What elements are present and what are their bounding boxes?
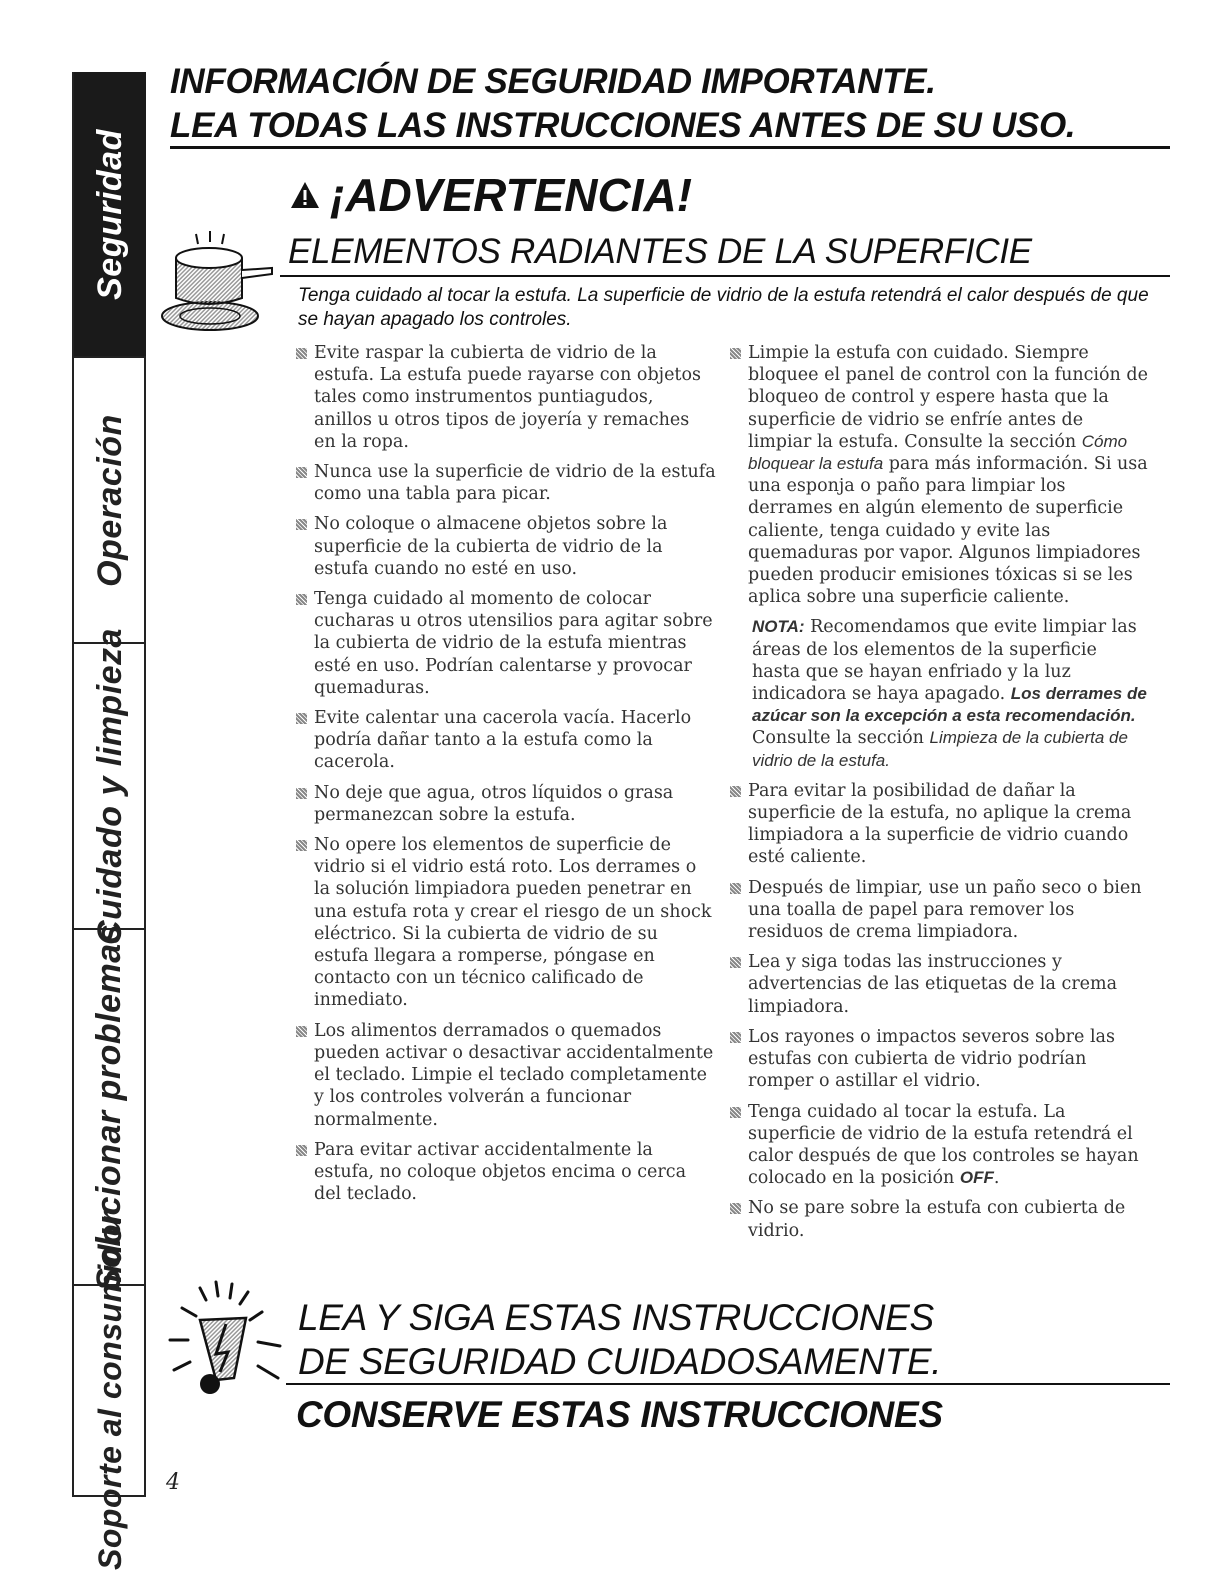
list-item: Lea y siga todas las instrucciones y advertencias de las etiquetas de la crema limpiadora. [730, 951, 1150, 1018]
footer-conserve: CONSERVE ESTAS INSTRUCCIONES [296, 1394, 943, 1435]
tab-label: Cuidado y limpieza [90, 627, 129, 945]
bullet-icon [296, 519, 307, 530]
bullet-icon [296, 1145, 307, 1156]
warning-title: ¡ADVERTENCIA! [330, 169, 693, 221]
left-column [296, 342, 716, 1213]
bullet-icon [296, 840, 307, 851]
bullet-icon [730, 348, 741, 359]
section-title: ELEMENTOS RADIANTES DE LA SUPERFICIE [288, 232, 1032, 271]
section-reference: Limpieza de la cubierta de vidrio de la estufa. [752, 728, 1128, 770]
warning-triangle-icon [290, 180, 320, 210]
bullet-icon [730, 1203, 741, 1214]
sidebar [72, 72, 146, 1570]
tab-label: Seguridad [90, 128, 129, 300]
bullet-icon [730, 1032, 741, 1043]
footer-line-1: LEA Y SIGA ESTAS INSTRUCCIONES [298, 1297, 934, 1338]
list-item: Nunca use la superficie de vidrio de la estufa como una tabla para picar. [296, 461, 716, 505]
header-divider [170, 146, 1170, 149]
tab-soporte-al-consumidor[interactable] [74, 1211, 146, 1570]
list-item: Después de limpiar, use un paño seco o bien una toalla de papel para remover los residuos de crema limpiadora. [730, 877, 1150, 944]
list-item: Para evitar activar accidentalmente la estufa, no coloque objetos encima o cerca del teclado. [296, 1139, 716, 1206]
bullet-icon [730, 786, 741, 797]
section-divider [280, 275, 1170, 277]
list-item: No opere los elementos de superficie de vidrio si el vidrio está roto. Los derrames o la solución limpiadora pueden penetrar en una estufa rota y crear el riesgo de un shock eléctrico. Si la cubierta de vidrio de su estufa llegara a romperse, póngase en contacto con un técnico calificado de inmediato. [296, 834, 716, 1012]
list-item: Evite raspar la cubierta de vidrio de la estufa. La estufa puede rayarse con objetos tales como instrumentos puntiagudos, anillos u otros tipos de joyería y remaches en la ropa. [296, 342, 716, 453]
bullet-icon [296, 713, 307, 724]
list-item: Tenga cuidado al tocar la estufa. La superficie de vidrio de la estufa retendrá el calor después de que los controles se hayan colocado en la posición OFF. [730, 1101, 1150, 1190]
bullet-icon [730, 1107, 741, 1118]
bullet-icon [296, 594, 307, 605]
list-item: Tenga cuidado al momento de colocar cucharas u otros utensilios para agitar sobre la cubierta de vidrio de la estufa mientras esté en uso. Podrían calentarse y provocar quemaduras. [296, 588, 716, 699]
footer-instructions [298, 1296, 941, 1384]
bullet-icon [296, 788, 307, 799]
list-item: Para evitar la posibilidad de dañar la superficie de la estufa, no aplique la crema limpiadora a la superficie de vidrio cuando esté caliente. [730, 780, 1150, 869]
warning-heading [290, 168, 692, 222]
list-item: Limpie la estufa con cuidado. Siempre bloquee el panel de control con la función de bloqueo de control y espere hasta que la superficie de vidrio se enfríe antes de limpiar la estufa. Consulte la sección Cómo bloquear la estufa para más información. Si usa una esponja o paño para limpiar los derrames en algún elemento de superficie caliente, tenga cuidado y evite las quemaduras por vapor. Algunos limpiadores pueden producir emisiones tóxicas si se les aplica sobre una superficie caliente. [730, 342, 1150, 608]
tab-label: Soporte al consumidor [91, 1211, 128, 1570]
page-number: 4 [166, 1470, 180, 1495]
tab-cuidado-y-limpieza[interactable] [74, 627, 146, 945]
note-label: NOTA: [752, 617, 805, 637]
footer-line-2: DE SEGURIDAD CUIDADOSAMENTE. [298, 1341, 942, 1382]
tab-label: Operación [90, 413, 129, 587]
header-line-2: LEA TODAS LAS INSTRUCCIONES ANTES DE SU USO. [170, 106, 1076, 145]
list-item: Los rayones o impactos severos sobre las estufas con cubierta de vidrio podrían romper o astillar el vidrio. [730, 1026, 1150, 1093]
section-intro: Tenga cuidado al tocar la estufa. La superficie de vidrio de la estufa retendrá el calor después de que se hayan apagado los controles. [298, 285, 1149, 330]
note-emphasis: Los derrames de azúcar son la excepción a esta recomendación. [752, 684, 1147, 726]
list-item: Evite calentar una cacerola vacía. Hacerlo podría dañar tanto a la estufa como la cacerola. [296, 707, 716, 774]
note-block: NOTA: Recomendamos que evite limpiar las áreas de los elementos de la superficie hasta que se hayan enfriado y la luz indicadora se haya apagado. Los derrames de azúcar son la excepción a esta recomendación. Consulte la sección Limpieza de la cubierta de vidrio de la estufa. [752, 617, 1147, 770]
cooktop-icon [158, 228, 276, 336]
bullet-icon [730, 883, 741, 894]
footer-divider [286, 1383, 1170, 1385]
bullet-icon [296, 348, 307, 359]
off-label: OFF [959, 1168, 994, 1188]
tab-label: Solucionar problemas [90, 923, 129, 1291]
bullet-icon [730, 957, 741, 968]
tab-seguridad[interactable] [74, 72, 146, 358]
section-reference: Cómo bloquear la estufa [748, 431, 1128, 474]
list-item: No deje que agua, otros líquidos o grasa permanezcan sobre la estufa. [296, 782, 716, 826]
list-item: No coloque o almacene objetos sobre la superficie de la cubierta de vidrio de la estufa cuando no esté en uso. [296, 513, 716, 580]
tab-operacion[interactable] [74, 358, 146, 644]
bullet-icon [296, 1026, 307, 1037]
bullet-icon [296, 467, 307, 478]
list-item: Los alimentos derramados o quemados pueden activar o desactivar accidentalmente el teclado. Limpie el teclado completamente y los controles volverán a funcionar normalmente. [296, 1020, 716, 1131]
header-line-1: INFORMACIÓN DE SEGURIDAD IMPORTANTE. [170, 62, 936, 101]
right-column [730, 342, 1150, 1250]
list-item: No se pare sobre la estufa con cubierta de vidrio. [730, 1197, 1150, 1241]
light-bulb-icon [160, 1280, 290, 1410]
page-header [170, 60, 1075, 148]
